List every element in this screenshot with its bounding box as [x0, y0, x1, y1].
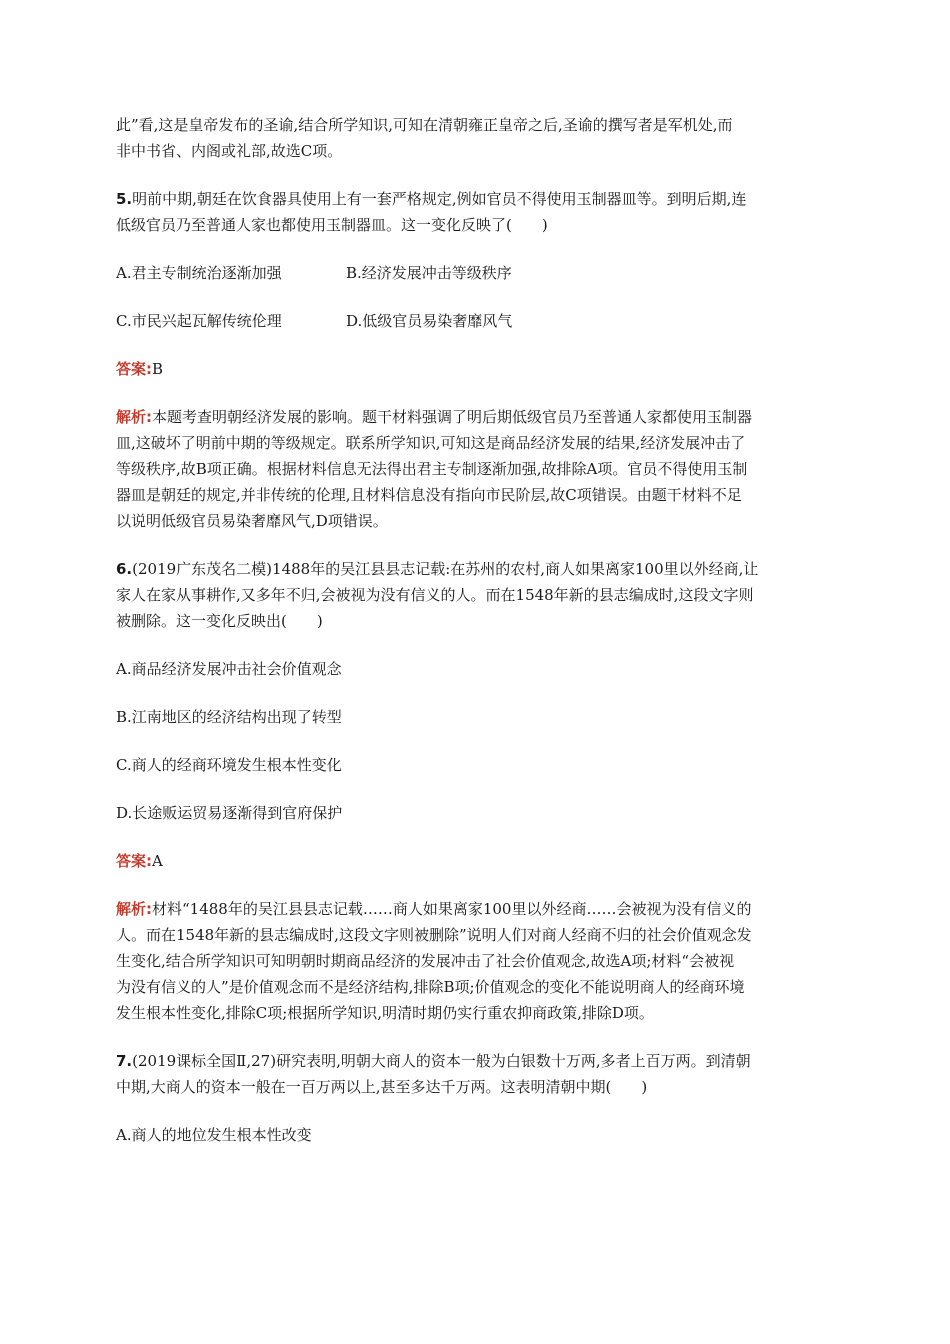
- analysis-label: 解析:: [116, 408, 152, 426]
- q5-option-b: B.经济发展冲击等级秩序: [346, 264, 512, 282]
- q5-analysis-line-2: 皿,这破坏了明前中期的等级规定。联系所学知识,可知这是商品经济发展的结果,经济发展冲击了: [116, 434, 746, 452]
- q7-number: 7.: [116, 1052, 133, 1070]
- q5-analysis-line-5: 以说明低级官员易染奢靡风气,D项错误。: [116, 512, 388, 530]
- q5-options-row-2: [116, 308, 840, 334]
- answer-label: 答案:: [116, 852, 152, 870]
- prev-analysis-line-2: 非中书省、内阁或礼部,故选C项。: [116, 142, 343, 160]
- q5-analysis-line-1: 解析:本题考查明朝经济发展的影响。题干材料强调了明后期低级官员乃至普通人家都使用玉制器: [116, 408, 753, 426]
- q6-stem-line-1: 6.(2019广东茂名二模)1488年的吴江县县志记载:在苏州的农村,商人如果离家100里以外经商,让: [116, 560, 759, 578]
- q6-option-c: C.商人的经商环境发生根本性变化: [116, 756, 342, 774]
- q6-analysis-line-2: 人。而在1548年新的县志编成时,这段文字则被删除”说明人们对商人经商不归的社会价值观念发: [116, 926, 752, 944]
- q5-option-c: C.市民兴起瓦解传统伦理: [116, 312, 282, 330]
- prev-analysis-line-1: 此”看,这是皇帝发布的圣谕,结合所学知识,可知在清朝雍正皇帝之后,圣谕的撰写者是军机处,而: [116, 116, 733, 134]
- analysis-label: 解析:: [116, 900, 152, 918]
- q5-answer: 答案:B: [116, 360, 164, 378]
- q5-analysis-line-3: 等级秩序,故B项正确。根据材料信息无法得出君主专制逐渐加强,故排除A项。官员不得使用玉制: [116, 460, 748, 478]
- q7-option-a: A.商人的地位发生根本性改变: [116, 1126, 312, 1144]
- q5-stem-line-2: 低级官员乃至普通人家也都使用玉制器皿。这一变化反映了( ): [116, 216, 548, 234]
- q6-option-d: D.长途贩运贸易逐渐得到官府保护: [116, 804, 343, 822]
- answer-label: 答案:: [116, 360, 152, 378]
- q6-analysis-line-1: 解析:材料“1488年的吴江县县志记载……商人如果离家100里以外经商……会被视为没有信义的: [116, 900, 752, 918]
- q5-option-a: A.君主专制统治逐渐加强: [116, 264, 282, 282]
- q6-stem-line-2: 家人在家从事耕作,又多年不归,会被视为没有信义的人。而在1548年新的县志编成时,这段文字则: [116, 586, 754, 604]
- q6-analysis-line-5: 发生根本性变化,排除C项;根据所学知识,明清时期仍实行重农抑商政策,排除D项。: [116, 1004, 654, 1022]
- q7-stem-line-2: 中期,大商人的资本一般在一百万两以上,甚至多达千万两。这表明清朝中期( ): [116, 1078, 648, 1096]
- q6-option-b: B.江南地区的经济结构出现了转型: [116, 708, 342, 726]
- q7-stem-line-1: 7.(2019课标全国Ⅱ,27)研究表明,明朝大商人的资本一般为白银数十万两,多者上百万两。到清朝: [116, 1052, 751, 1070]
- q6-analysis-line-4: 为没有信义的人”是价值观念而不是经济结构,排除B项;价值观念的变化不能说明商人的经商环境: [116, 978, 745, 996]
- q5-number: 5.: [116, 190, 133, 208]
- q5-analysis-line-4: 器皿是朝廷的规定,并非传统的伦理,且材料信息没有指向市民阶层,故C项错误。由题干材料不足: [116, 486, 742, 504]
- q6-analysis-line-3: 生变化,结合所学知识可知明朝时期商品经济的发展冲击了社会价值观念,故选A项;材料“会被视: [116, 952, 735, 970]
- q6-option-a: A.商品经济发展冲击社会价值观念: [116, 660, 342, 678]
- q5-options-row-1: [116, 260, 840, 286]
- document-page: [116, 108, 840, 1148]
- q6-answer: 答案:A: [116, 852, 163, 870]
- q6-stem-line-3: 被删除。这一变化反映出( ): [116, 612, 323, 630]
- q6-number: 6.: [116, 560, 133, 578]
- q5-option-d: D.低级官员易染奢靡风气: [346, 312, 513, 330]
- q5-stem-line-1: 5.明前中期,朝廷在饮食器具使用上有一套严格规定,例如官员不得使用玉制器皿等。到明后期,连: [116, 190, 747, 208]
